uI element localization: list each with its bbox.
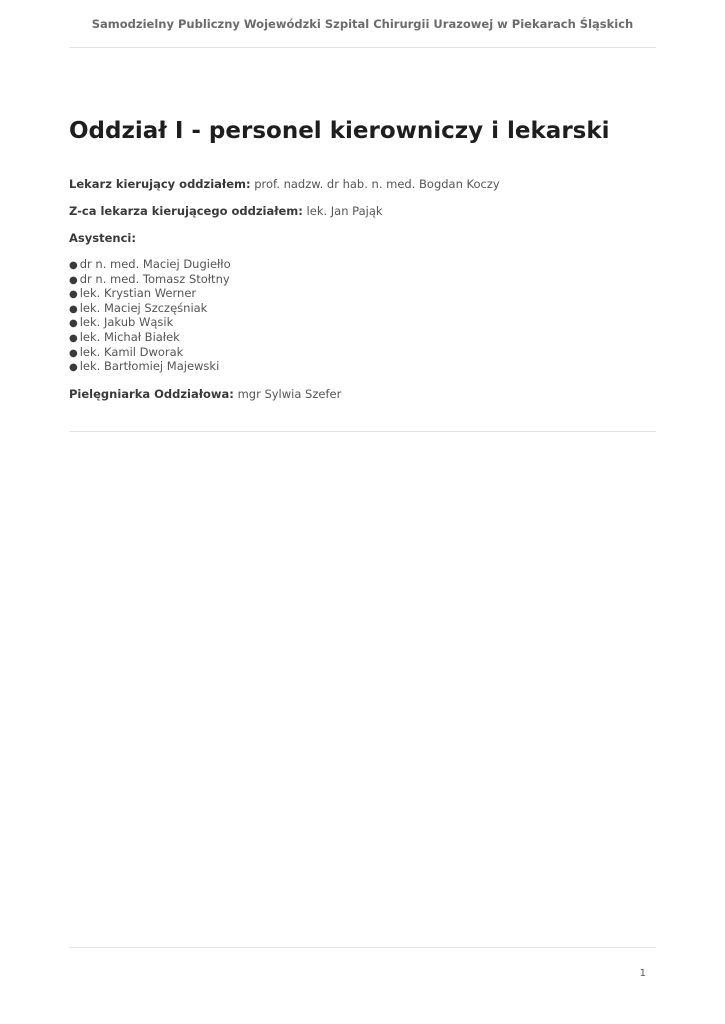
page-title: Oddział I - personel kierowniczy i lekarski: [69, 118, 610, 144]
head-physician-value: prof. nadzw. dr hab. n. med. Bogdan Koczy: [254, 177, 500, 191]
head-nurse-value: mgr Sylwia Szefer: [237, 387, 342, 401]
list-item: [69, 257, 231, 272]
list-item: [69, 345, 231, 360]
list-item: [69, 286, 231, 301]
hospital-name: Samodzielny Publiczny Wojewódzki Szpital Chirurgii Urazowej w Piekarach Śląskich: [91, 17, 634, 31]
assistant-name: lek. Maciej Szczęśniak: [79, 300, 208, 315]
assistant-name: lek. Krystian Werner: [79, 286, 197, 301]
footer-divider: [69, 947, 656, 948]
bullet-icon: ●: [69, 289, 78, 301]
page-number: 1: [639, 968, 646, 979]
assistants-list: [69, 257, 231, 374]
bullet-icon: ●: [69, 303, 78, 315]
list-item: [69, 301, 231, 316]
list-item: [69, 330, 231, 345]
assistants-label: Asystenci:: [69, 231, 136, 245]
assistants-heading: [69, 231, 136, 245]
header-divider: [69, 47, 656, 48]
bullet-icon: ●: [69, 332, 78, 344]
head-nurse-label: Pielęgniarka Oddziałowa:: [69, 387, 234, 401]
list-item: [69, 315, 231, 330]
assistant-name: lek. Michał Białek: [79, 329, 180, 344]
bullet-icon: ●: [69, 362, 78, 374]
bullet-icon: ●: [69, 347, 78, 359]
assistant-name: lek. Bartłomiej Majewski: [79, 359, 220, 374]
head-physician-label: Lekarz kierujący oddziałem:: [69, 177, 251, 191]
list-item: [69, 359, 231, 374]
assistant-name: dr n. med. Tomasz Stołtny: [79, 271, 230, 286]
content-divider: [69, 431, 656, 432]
assistant-name: lek. Jakub Wąsik: [79, 315, 174, 330]
deputy-line: [69, 204, 383, 218]
assistant-name: lek. Kamil Dworak: [79, 344, 184, 359]
assistant-name: dr n. med. Maciej Dugiełło: [79, 257, 231, 271]
bullet-icon: ●: [69, 318, 78, 330]
deputy-value: lek. Jan Pająk: [306, 204, 383, 218]
bullet-icon: ●: [69, 260, 78, 271]
list-item: [69, 272, 231, 287]
head-physician-line: [69, 177, 500, 191]
head-nurse-line: [69, 387, 341, 401]
deputy-label: Z-ca lekarza kierującego oddziałem:: [69, 204, 303, 218]
bullet-icon: ●: [69, 274, 78, 286]
